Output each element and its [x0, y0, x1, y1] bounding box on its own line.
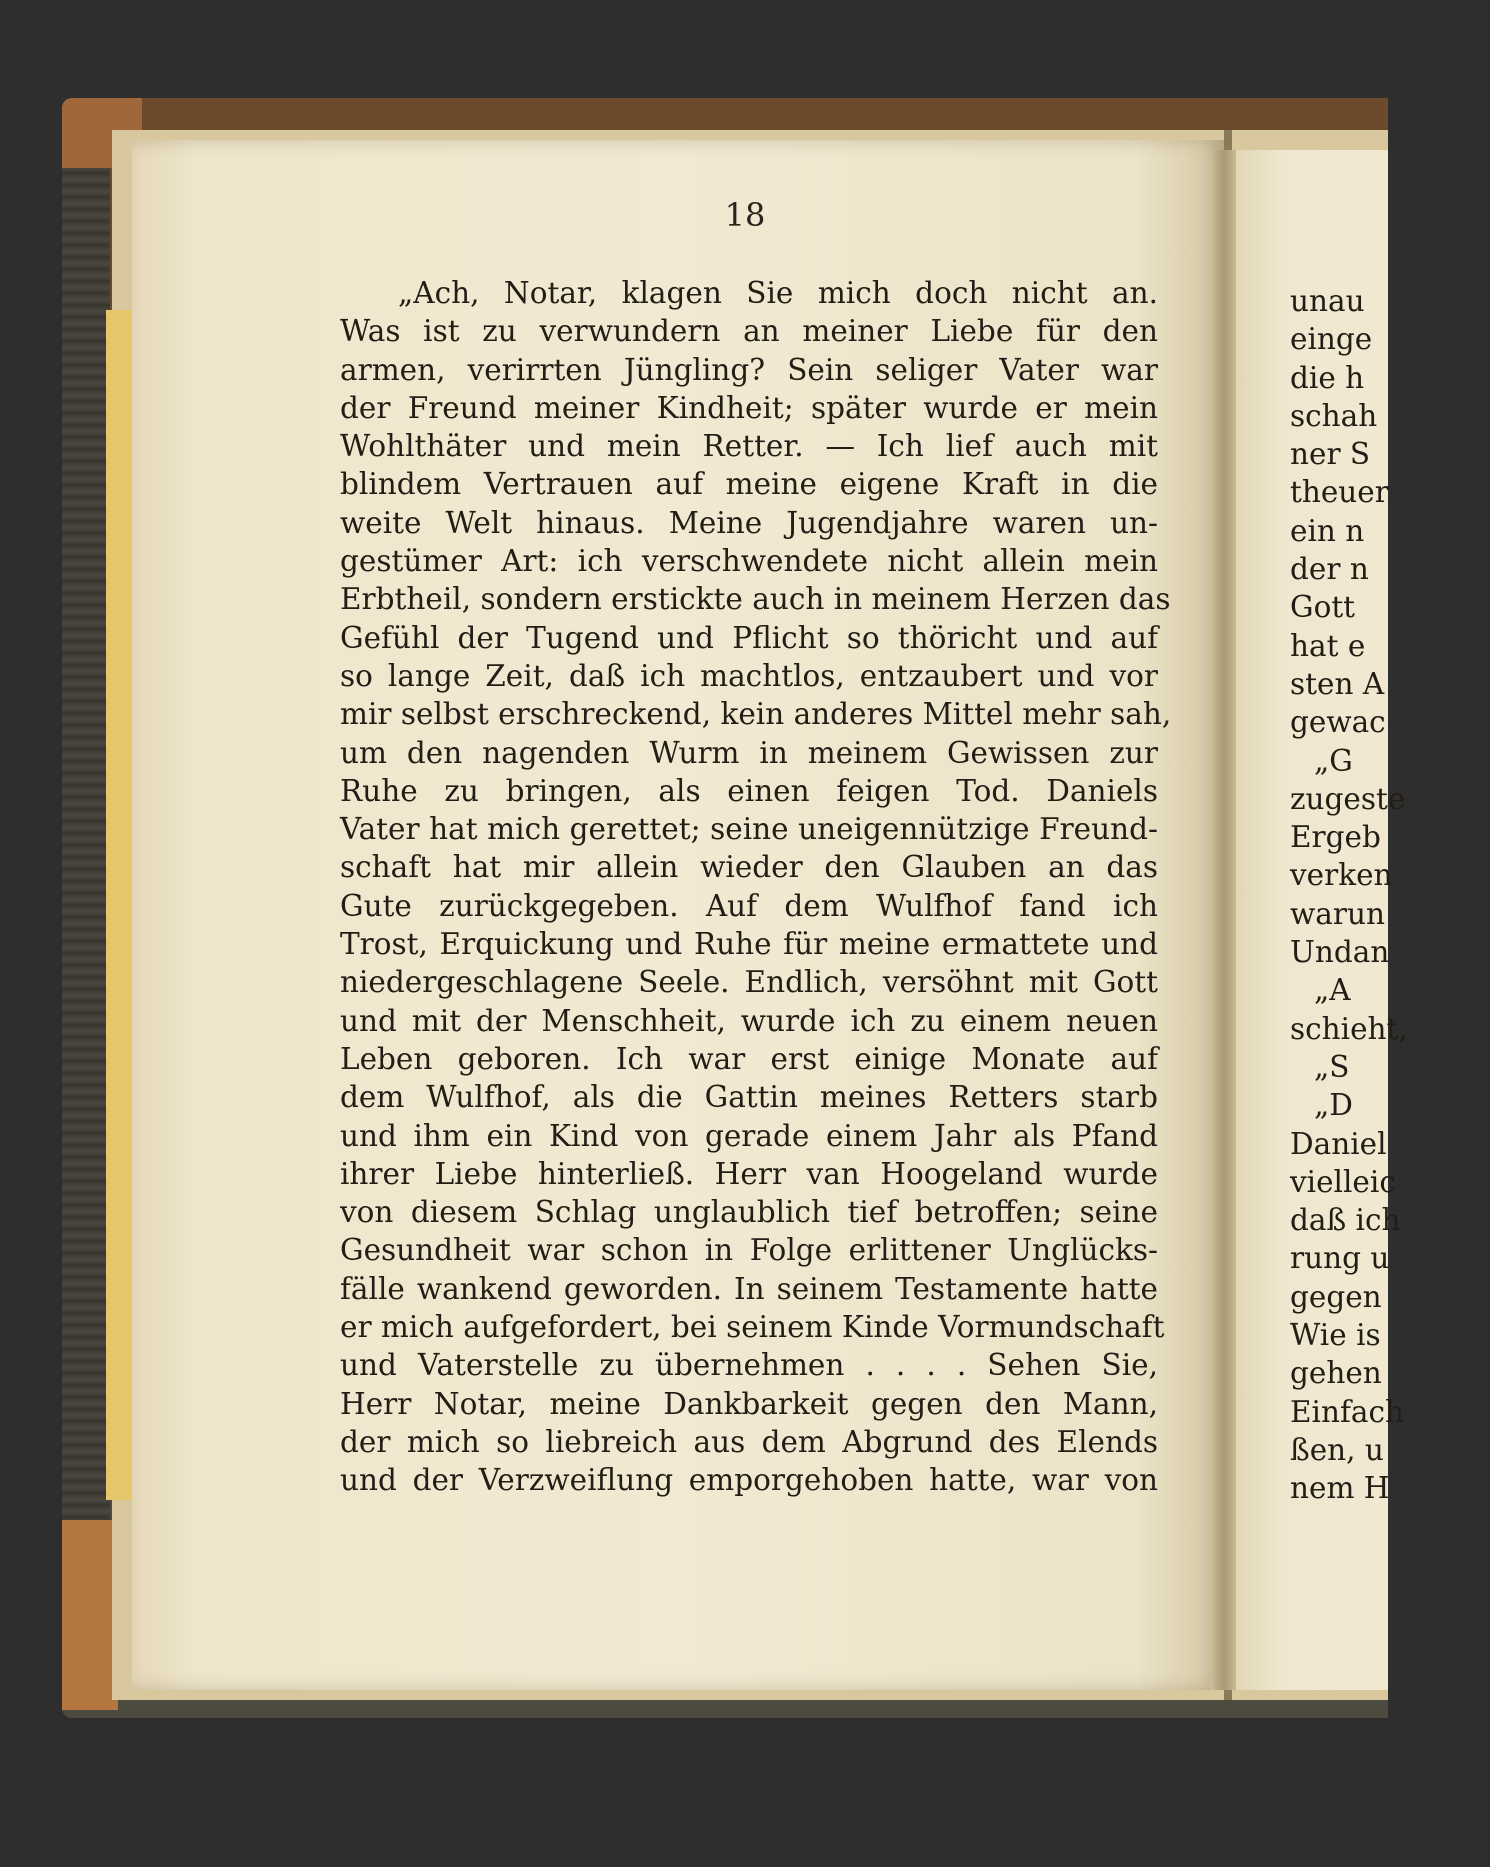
text-line: von diesem Schlag unglaublich tief betroffen; seine — [340, 1195, 1158, 1230]
text-line: Wohlthäter und mein Retter. — Ich lief auch mit — [340, 429, 1158, 464]
body-text — [340, 274, 1172, 1500]
text-line: Gefühl der Tugend und Pflicht so thöricht und auf — [340, 620, 1158, 655]
text-line: Was ist zu verwundern an meiner Liebe für den — [340, 314, 1158, 349]
book-spine-edge — [62, 150, 110, 1690]
right-text-line: vielleic — [1290, 1164, 1396, 1199]
right-text-line: hat e — [1290, 628, 1366, 663]
right-text-line: daß ich — [1290, 1203, 1401, 1238]
text-line: ihrer Liebe hinterließ. Herr van Hoogeland wurde — [340, 1156, 1158, 1191]
right-text-line: Ergeb — [1290, 820, 1381, 855]
text-line: Leben geboren. Ich war erst einige Monate auf — [340, 1041, 1158, 1076]
right-text-line: gewac — [1290, 705, 1386, 740]
right-text-line: „A — [1314, 973, 1351, 1008]
text-line: Herr Notar, meine Dankbarkeit gegen den Mann, — [340, 1386, 1158, 1421]
right-text-line: nem H — [1290, 1471, 1390, 1506]
right-text-line: ner S — [1290, 437, 1371, 472]
right-text-line: Daniel — [1290, 1126, 1387, 1161]
text-line: Trost, Erquickung und Ruhe für meine ermattete und — [340, 927, 1158, 962]
text-line: der Freund meiner Kindheit; später wurde er mein — [340, 390, 1158, 425]
text-line: der mich so liebreich aus dem Abgrund des Elends — [340, 1424, 1158, 1459]
text-line: weite Welt hinaus. Meine Jugendjahre waren un- — [340, 505, 1158, 540]
text-line: gestümer Art: ich verschwendete nicht allein mein — [340, 544, 1158, 579]
book-gutter — [1210, 150, 1238, 1690]
text-line: „Ach, Notar, klagen Sie mich doch nicht an. — [398, 276, 1158, 310]
text-line: Ruhe zu bringen, als einen feigen Tod. Daniels — [340, 773, 1158, 808]
text-line: mir selbst erschreckend, kein anderes Mittel mehr sah, — [340, 697, 1172, 732]
right-page-text — [1290, 282, 1490, 1508]
right-text-line: der n — [1290, 552, 1369, 587]
text-line: Vater hat mich gerettet; seine uneigennützige Freund- — [340, 812, 1158, 847]
page-edge-tab — [106, 310, 132, 1500]
right-text-line: Einfach — [1290, 1394, 1404, 1429]
right-text-line: schah — [1290, 398, 1378, 433]
text-line: und Vaterstelle zu übernehmen . . . . Sehen Sie, — [340, 1348, 1158, 1383]
text-line: schaft hat mir allein wieder den Glauben an das — [340, 850, 1158, 885]
right-text-line: ßen, u — [1290, 1432, 1384, 1467]
text-line: Gute zurückgegeben. Auf dem Wulfhof fand ich — [340, 888, 1158, 923]
right-text-line: „G — [1314, 743, 1353, 778]
text-line: und ihm ein Kind von gerade einem Jahr als Pfand — [340, 1118, 1158, 1153]
text-line: und der Verzweiflung emporgehoben hatte, war von — [340, 1463, 1158, 1498]
right-text-line: Gott — [1290, 590, 1356, 625]
right-text-line: zugeste — [1290, 781, 1406, 816]
text-line: blindem Vertrauen auf meine eigene Kraft in die — [340, 467, 1158, 502]
right-text-line: gehen — [1290, 1356, 1382, 1391]
text-line: und mit der Menschheit, wurde ich zu einem neuen — [340, 1003, 1158, 1038]
text-line: Erbtheil, sondern erstickte auch in meinem Herzen das — [340, 582, 1171, 617]
cover-corner-bottom — [62, 1520, 118, 1710]
right-text-line: sten A — [1290, 666, 1385, 701]
text-line: er mich aufgefordert, bei seinem Kinde Vormundschaft — [340, 1310, 1165, 1345]
right-text-line: „S — [1314, 1049, 1350, 1084]
right-text-line: theuer — [1290, 475, 1389, 510]
text-line: armen, verirrten Jüngling? Sein seliger Vater war — [340, 352, 1158, 387]
text-line: dem Wulfhof, als die Gattin meines Retters starb — [340, 1080, 1158, 1115]
right-text-line: die h — [1290, 360, 1365, 395]
right-text-line: einge — [1290, 322, 1373, 357]
right-text-line: warun — [1290, 896, 1385, 931]
right-text-line: „D — [1314, 1088, 1353, 1123]
right-text-line: Wie is — [1290, 1318, 1381, 1353]
text-line: Gesundheit war schon in Folge erlittener Unglücks- — [340, 1233, 1158, 1268]
right-text-line: rung u — [1290, 1241, 1390, 1276]
right-text-line: verken — [1290, 858, 1393, 893]
right-text-line: schieht, — [1290, 1011, 1408, 1046]
right-text-line: unau — [1290, 284, 1365, 318]
text-line: so lange Zeit, daß ich machtlos, entzaubert und vor — [340, 658, 1158, 693]
text-line: niedergeschlagene Seele. Endlich, versöhnt mit Gott — [340, 965, 1158, 1000]
page-number: 18 — [724, 196, 766, 234]
right-text-line: gegen — [1290, 1279, 1382, 1314]
right-text-line: Undan — [1290, 935, 1390, 970]
text-line: um den nagenden Wurm in meinem Gewissen zur — [340, 735, 1158, 770]
right-text-line: ein n — [1290, 513, 1365, 548]
text-line: fälle wankend geworden. In seinem Testamente hatte — [340, 1271, 1158, 1306]
